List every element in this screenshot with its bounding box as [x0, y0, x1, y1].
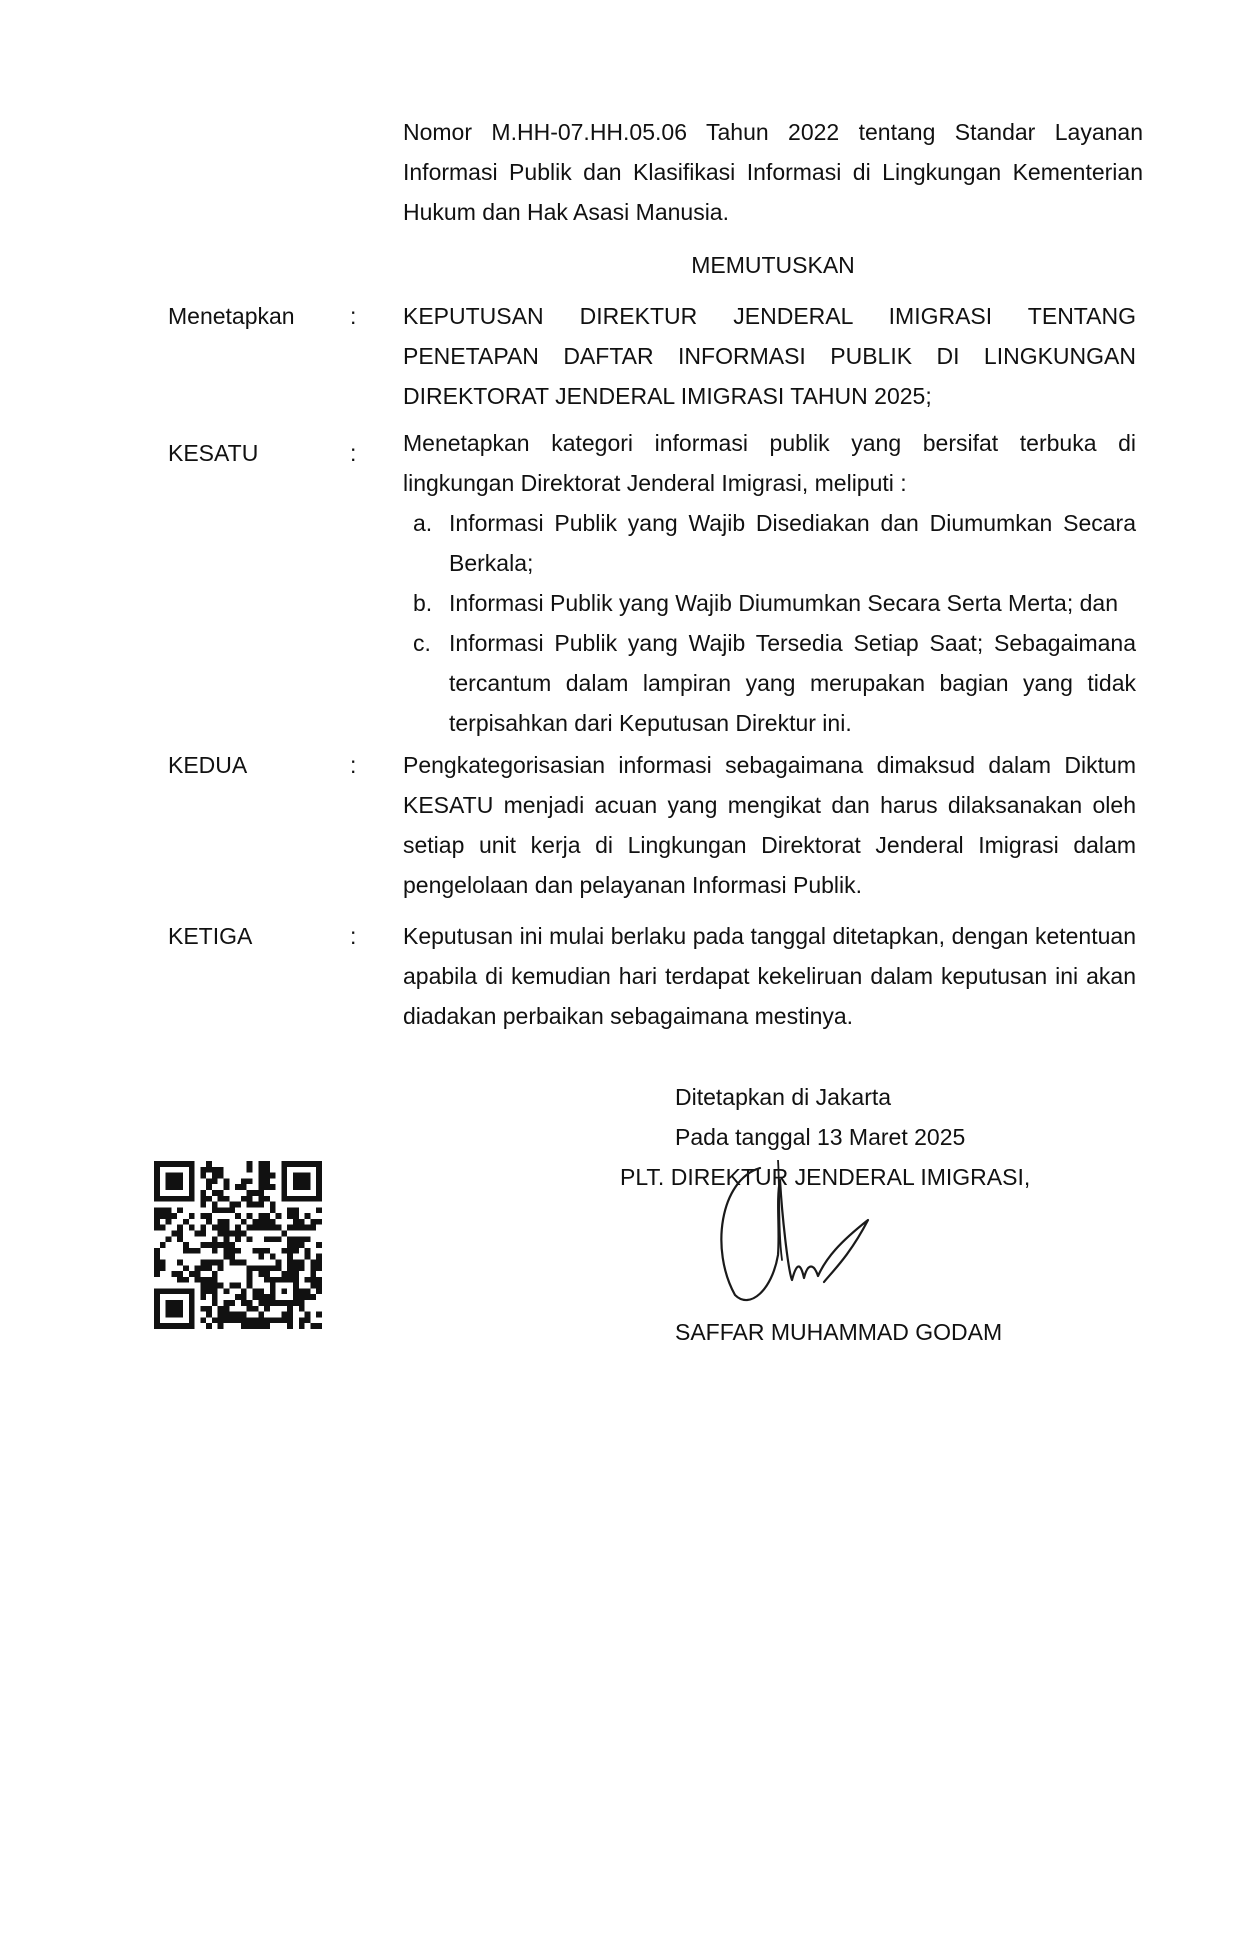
section-colon: : [350, 752, 357, 778]
decision-heading: MEMUTUSKAN [691, 252, 855, 278]
category-list [403, 503, 1136, 743]
section-colon: : [350, 440, 357, 466]
section-text: Menetapkan kategori informasi publik yang bersifat terbuka di lingkungan Direktorat Jenderal Imigrasi, meliputi : [403, 430, 1136, 496]
list-item [403, 623, 1136, 743]
section-content [403, 423, 1136, 743]
signatory-title: PLT. DIREKTUR JENDERAL IMIGRASI, [620, 1164, 1031, 1190]
section-colon: : [350, 303, 357, 329]
list-marker: b. [413, 590, 433, 616]
section-label: KEDUA [168, 752, 248, 778]
section-label: KESATU [168, 440, 259, 466]
section-text: KEPUTUSAN DIREKTUR JENDERAL IMIGRASI TENTANG PENETAPAN DAFTAR INFORMASI PUBLIK DI LINGKUNGAN DIREKTORAT JENDERAL IMIGRASI TAHUN 2025; [403, 303, 1136, 409]
list-item-text: Informasi Publik yang Wajib Diumumkan Secara Serta Merta; dan [449, 590, 1118, 616]
section-label: KETIGA [168, 923, 253, 949]
signatory-name: SAFFAR MUHAMMAD GODAM [675, 1319, 1003, 1345]
signature-place: Ditetapkan di Jakarta [675, 1084, 892, 1110]
handwritten-signature [700, 1160, 880, 1310]
list-marker: a. [413, 510, 433, 536]
list-item-text: Informasi Publik yang Wajib Disediakan dan Diumumkan Secara Berkala; [449, 510, 1136, 576]
section-colon: : [350, 923, 357, 949]
section-label: Menetapkan [168, 303, 295, 329]
list-item-text: Informasi Publik yang Wajib Tersedia Setiap Saat; Sebagaimana tercantum dalam lampiran yang merupakan bagian yang tidak terpisahkan dari Keputusan Direktur ini. [449, 630, 1136, 736]
list-item [403, 503, 1136, 583]
list-marker: c. [413, 630, 431, 656]
section-text: Keputusan ini mulai berlaku pada tanggal ditetapkan, dengan ketentuan apabila di kemudian hari terdapat kekeliruan dalam keputusan ini akan diadakan perbaikan sebagaimana mestinya. [403, 923, 1136, 1029]
intro-paragraph: Nomor M.HH-07.HH.05.06 Tahun 2022 tentang Standar Layanan Informasi Publik dan Klasifikasi Informasi di Lingkungan Kementerian Hukum dan Hak Asasi Manusia. [403, 119, 1143, 225]
signature-date: Pada tanggal 13 Maret 2025 [675, 1124, 966, 1150]
list-item [403, 583, 1136, 623]
section-text: Pengkategorisasian informasi sebagaimana dimaksud dalam Diktum KESATU menjadi acuan yang mengikat dan harus dilaksanakan oleh setiap unit kerja di Lingkungan Direktorat Jenderal Imigrasi dalam pengelolaan dan pelayanan Informasi Publik. [403, 752, 1136, 898]
qr-code [154, 1161, 322, 1329]
